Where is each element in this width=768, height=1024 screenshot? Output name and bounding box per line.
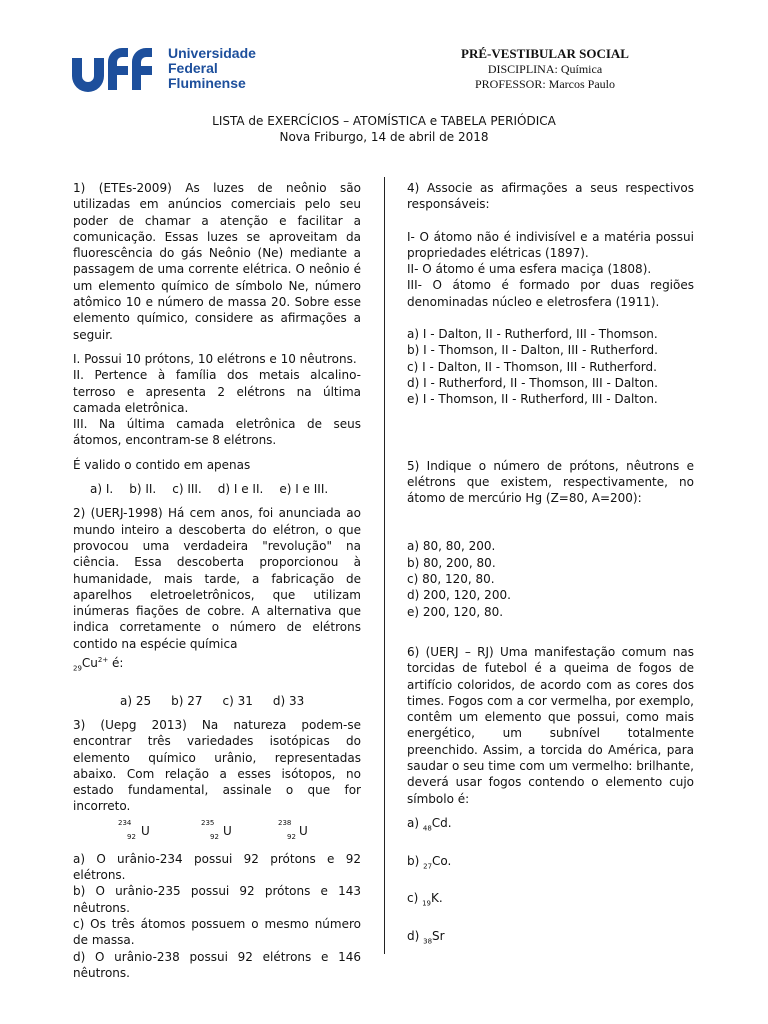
element-symbol: Co. — [432, 853, 452, 868]
isotope-list — [73, 815, 361, 851]
logo-line: Universidade — [168, 45, 256, 61]
question-text: 5) Indique o número de prótons, nêutrons e elétrons que existem, respectivamente, no átomo de mercúrio Hg (Z=80, A=200): — [407, 458, 694, 506]
answer-option — [407, 815, 694, 837]
course-header — [430, 46, 660, 92]
statement: I. Possui 10 prótons, 10 elétrons e 10 nêutrons. — [73, 351, 357, 366]
atomic-number: 38 — [423, 937, 433, 946]
answer-option — [407, 853, 694, 875]
atomic-number: 92 — [127, 832, 136, 841]
atomic-number: 29 — [73, 664, 82, 673]
option-label: c) — [407, 891, 423, 906]
document-subtitle: Nova Friburgo, 14 de abril de 2018 — [279, 130, 489, 144]
choice-option: c) 31 — [222, 693, 253, 708]
mass-number: 235 — [201, 818, 215, 827]
option-label: d) — [407, 928, 424, 943]
statement: II- O átomo é uma esfera maciça (1808). — [407, 262, 652, 277]
answer-option: e) 200, 120, 80. — [407, 604, 504, 619]
statement: I- O átomo não é indivisível e a matéria possui propriedades elétricas (1897). — [407, 229, 694, 260]
element-symbol: K. — [431, 891, 443, 906]
choice-option: c) III. — [172, 482, 202, 497]
option-label: b) — [407, 853, 424, 868]
answer-option: d) 200, 120, 200. — [407, 588, 511, 603]
question-text: 6) (UERJ – RJ) Uma manifestação comum nas torcidas de futebol é a queima de fogos de artifício coloridos, de acordo com as cores dos times. Fogos com a cor vermelha, por exemplo, contêm um elemento que possui, como mais energético, um subnível totalmente preenchido. Assim, a torcida do América, para saudar o seu time com um vermelho: brilhante, deverá usar fogos contendo o elemento cujo símbolo é: — [407, 644, 694, 806]
choice-option: d) I e II. — [217, 482, 264, 497]
answer-option: a) I - Dalton, II - Rutherford, III - Thomson. — [407, 327, 658, 342]
choice-row — [73, 481, 361, 497]
discipline-label: DISCIPLINA: Química — [487, 62, 603, 76]
question-text: 1) (ETEs-2009) As luzes de neônio são utilizadas em anúncios comerciais pelo seu poder de chamar a atenção e facilitar a comunicação. Essas luzes se aproveitam da fluorescência do gás Neônio (Ne) mediante a passagem de uma corrente elétrica. O neônio é um elemento químico de símbolo Ne, número atômico 10 e número de massa 20. Sobre esse elemento químico, considere as afirmações a seguir. — [73, 181, 361, 342]
question-text: 4) Associe as afirmações a seus respectivos responsáveis: — [407, 181, 694, 212]
choice-option: a) 25 — [120, 693, 152, 708]
element-symbol: U — [299, 823, 308, 838]
question-2 — [73, 505, 361, 709]
answer-option: d) O urânio-238 possui 92 elétrons e 146 nêutrons. — [73, 949, 361, 980]
ion-charge: 2+ — [97, 656, 109, 665]
question-5 — [407, 458, 694, 620]
column-divider — [384, 177, 385, 954]
statement: III- O átomo é formado por duas regiões denominadas núcleo e eletrosfera (1911). — [407, 278, 694, 309]
choice-option: b) II. — [129, 482, 157, 497]
answer-option: e) I - Thomson, II - Rutherford, III - Dalton. — [407, 392, 658, 407]
document-title: LISTA de EXERCÍCIOS – ATOMÍSTICA e TABELA PERIÓDICA — [212, 114, 556, 128]
choice-option: d) 33 — [272, 693, 305, 708]
choice-option: a) I. — [90, 482, 114, 497]
question-prompt: É valido o contido em apenas — [73, 457, 251, 472]
atomic-number: 48 — [422, 824, 432, 833]
element-symbol: Sr — [432, 928, 445, 943]
choice-option: b) 27 — [171, 693, 203, 708]
answer-option: c) Os três átomos possuem o mesmo número de massa. — [73, 916, 361, 948]
right-column — [407, 180, 694, 950]
uff-logo-text — [168, 46, 256, 91]
question-6 — [407, 644, 694, 950]
answer-option: b) O urânio-235 possui 92 prótons e 143 nêutrons. — [73, 884, 361, 915]
choice-row — [73, 693, 361, 709]
question-text: 3) (Uepg 2013) Na natureza podem-se encontrar três variedades isotópicas do elemento químico urânio, representadas abaixo. Com relação a esses isótopos, no estado fundamental, assinale o que for incorreto. — [73, 718, 361, 814]
choice-option: e) I e III. — [279, 482, 329, 497]
element-symbol: U — [223, 823, 232, 838]
question-3 — [73, 717, 361, 981]
atomic-number: 27 — [423, 861, 433, 870]
logo-line: Federal — [168, 60, 218, 76]
answer-option: c) 80, 120, 80. — [407, 572, 495, 587]
answer-option: c) I - Dalton, II - Thomson, III - Rutherford. — [407, 359, 657, 374]
left-column — [73, 180, 361, 981]
answer-option — [407, 890, 694, 912]
logo-line: Fluminense — [168, 75, 246, 91]
professor-label: PROFESSOR: Marcos Paulo — [474, 77, 616, 91]
uff-logo-mark — [72, 48, 152, 92]
answer-option — [407, 928, 694, 950]
atomic-number: 92 — [210, 832, 219, 841]
answer-option: b) I - Thomson, II - Dalton, III - Rutherford. — [407, 343, 658, 358]
mass-number: 234 — [118, 818, 132, 827]
atomic-number: 19 — [422, 899, 432, 908]
atomic-number: 92 — [287, 832, 296, 841]
answer-option: a) O urânio-234 possui 92 prótons e 92 elétrons. — [73, 851, 361, 883]
course-title: PRÉ-VESTIBULAR SOCIAL — [461, 46, 629, 61]
question-text: 2) (UERJ-1998) Há cem anos, foi anunciada ao mundo inteiro a descoberta do elétron, o que provocou uma verdadeira "revolução" na ciência. Essa descoberta proporcionou à humanidade, mais tarde, a fabricação de aparelhos eletroeletrônicos, que utilizam inúmeras fiações de cobre. A alternativa que indica corretamente o número de elétrons contido na espécie química — [73, 506, 361, 651]
mass-number: 238 — [278, 818, 292, 827]
option-label: a) — [407, 815, 423, 830]
answer-option: d) I - Rutherford, II - Thomson, III - Dalton. — [407, 375, 658, 390]
question-4 — [407, 180, 694, 408]
statement: III. Na última camada eletrônica de seus átomos, encontram-se 8 elétrons. — [73, 417, 361, 448]
element-symbol: U — [141, 823, 150, 838]
statement: II. Pertence à família dos metais alcalino-terroso e apresenta 2 elétrons na última camada eletrônica. — [73, 368, 361, 415]
answer-option: a) 80, 80, 200. — [407, 539, 496, 554]
question-1 — [73, 180, 361, 497]
species-tail: é: — [108, 656, 124, 671]
element-symbol: Cd. — [431, 815, 452, 830]
chemical-species — [73, 652, 361, 677]
answer-option: b) 80, 200, 80. — [407, 555, 496, 570]
element-symbol: Cu — [81, 656, 98, 671]
